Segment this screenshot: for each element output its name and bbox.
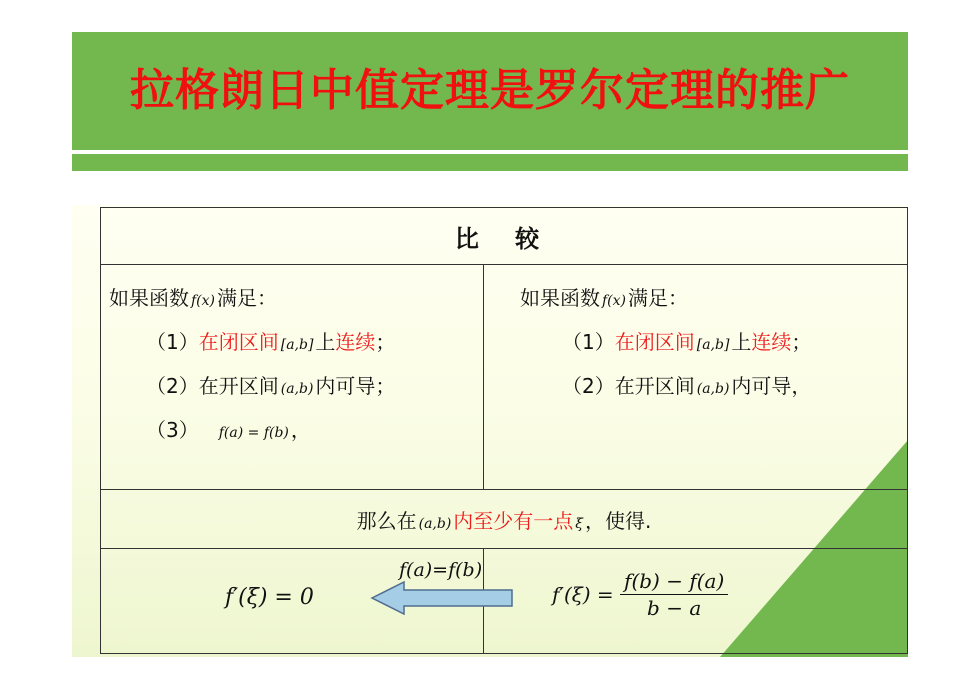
rolle-conditions-cell: [101, 265, 484, 490]
left-intro: 如果函数 f(x) 满足：: [109, 286, 278, 310]
right-condition-2: （2）在开区间 (a,b) 内可导，: [562, 374, 812, 398]
rolle-equation: f′(ξ) = 0: [225, 585, 314, 610]
fraction: [620, 569, 728, 620]
right-intro: 如果函数 f(x) 满足：: [520, 286, 689, 310]
left-condition-1: （1）在闭区间 [a,b] 上连续；: [146, 330, 396, 354]
title-stripe: [72, 154, 908, 171]
left-condition-2: （2）在开区间 (a,b) 内可导；: [146, 374, 396, 398]
left-arrow-icon: [370, 580, 514, 616]
lagrange-conditions-cell: [484, 265, 908, 490]
fraction-numerator: f(b) − f(a): [620, 569, 728, 595]
fraction-denominator: b − a: [647, 596, 702, 620]
left-condition-3: （3） f(a) = f(b) ，: [146, 418, 311, 442]
right-condition-1: （1）在闭区间 [a,b] 上连续；: [562, 330, 812, 354]
lagrange-equation: f′(ξ) = $\frac{f(b) - f(a)}{b - a}$: [552, 569, 728, 620]
table-header: 比 较: [101, 208, 908, 265]
page-title: 拉格朗日中值定理是罗尔定理的推广: [130, 65, 850, 116]
title-banner: [72, 32, 908, 150]
conclusion-row: 那么在 (a,b) 内至少有一点 ξ ，使得.: [101, 490, 908, 549]
arrow-label: f(a)=f(b): [399, 559, 483, 581]
lagrange-result-cell: [484, 549, 908, 654]
